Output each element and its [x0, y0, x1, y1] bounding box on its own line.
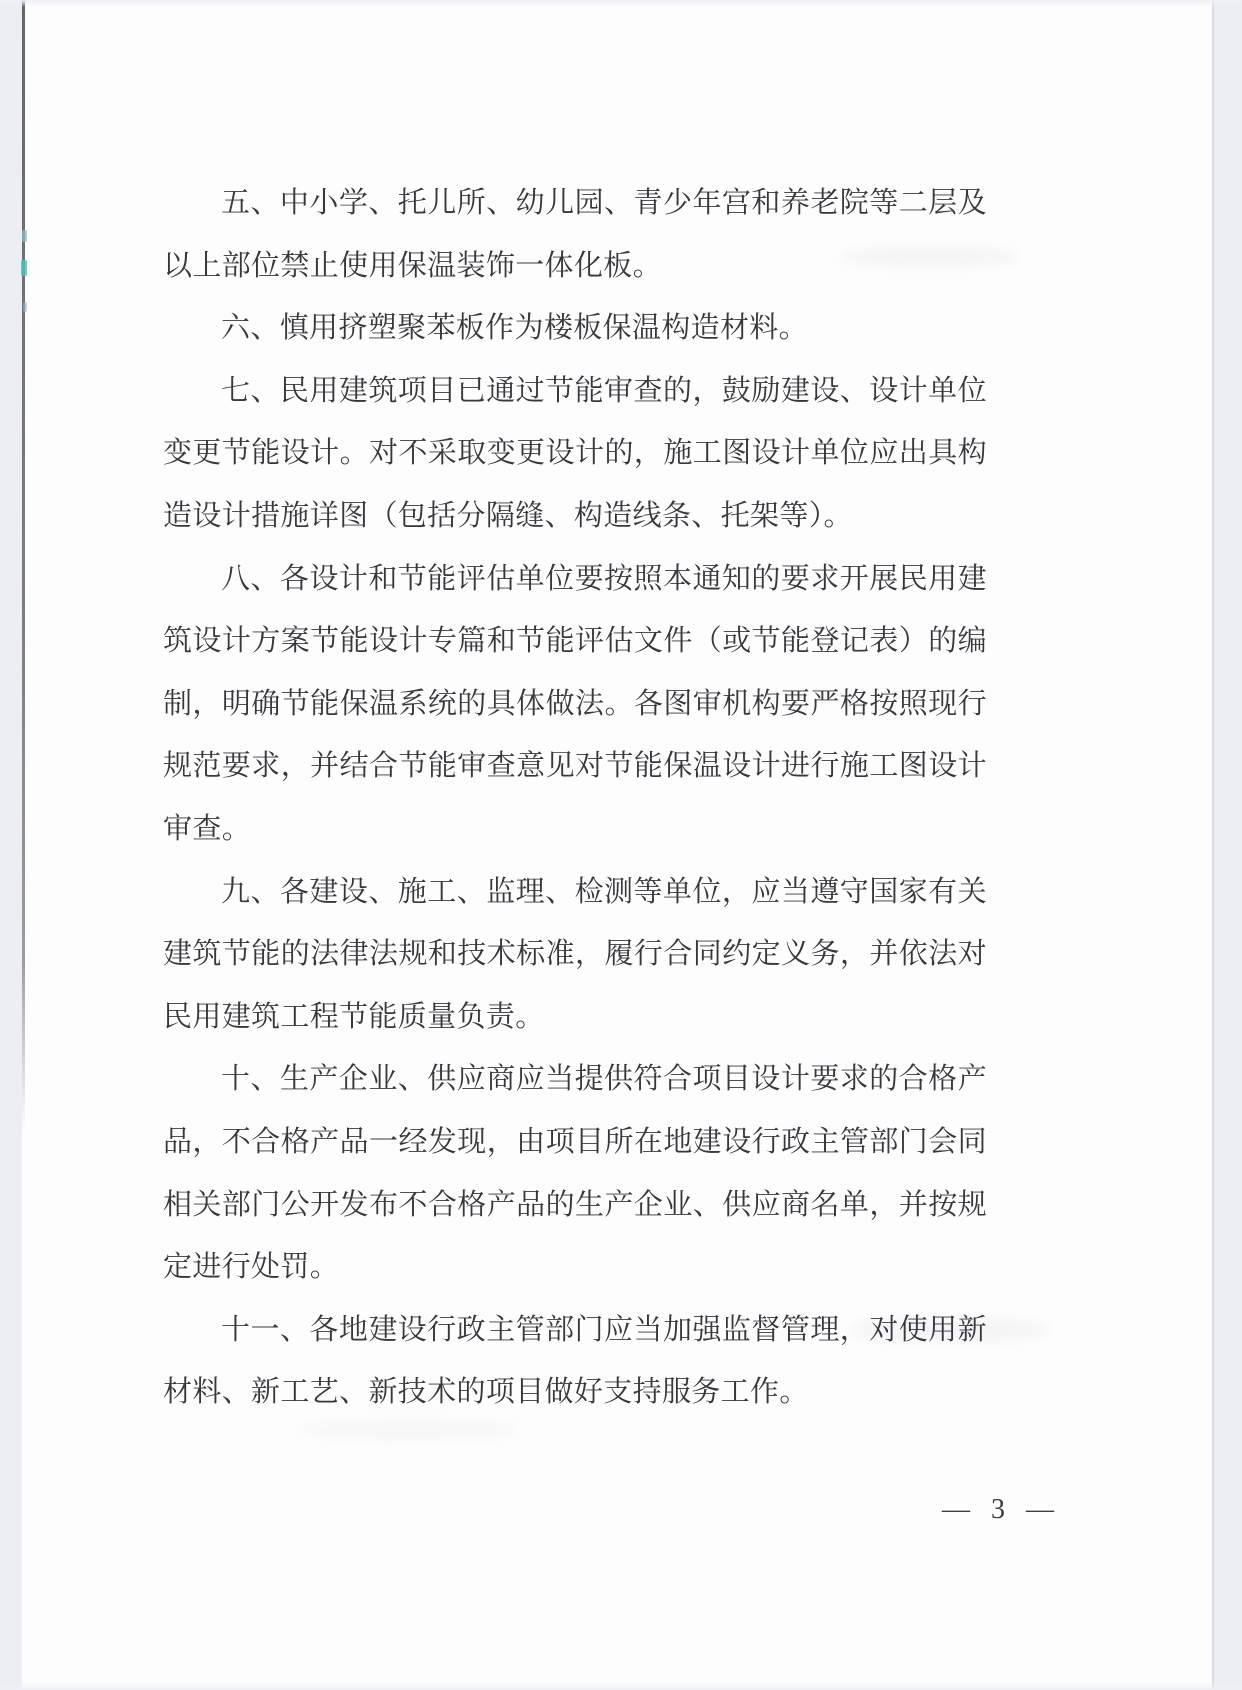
scan-edge-left — [0, 0, 22, 1690]
paragraph-clause-10: 十、生产企业、供应商应当提供符合项目设计要求的合格产品，不合格产品一经发现，由项目所在地建设行政主管部门会同相关部门公开发布不合格产品的生产企业、供应商名单，并按规定进行处罚。 — [163, 1063, 987, 1284]
paragraph-clause-5: 五、中小学、托儿所、幼儿园、青少年宫和养老院等二层及以上部位禁止使用保温装饰一体化板。 — [163, 187, 987, 282]
scan-speck — [23, 302, 27, 312]
paragraph-clause-8: 八、各设计和节能评估单位要按照本通知的要求开展民用建筑设计方案节能设计专篇和节能评估文件（或节能登记表）的编制，明确节能保温系统的具体做法。各图审机构要严格按照现行规范要求，并结合节能审查意见对节能保温设计进行施工图设计审查。 — [163, 562, 987, 845]
paragraph-clause-11: 十一、各地建设行政主管部门应当加强监督管理，对使用新材料、新工艺、新技术的项目做好支持服务工作。 — [163, 1313, 987, 1409]
scan-speck — [21, 260, 27, 276]
page-number: — 3 — — [942, 1494, 1061, 1525]
scan-edge-bottom — [0, 1681, 1242, 1690]
paragraph-clause-9: 九、各建设、施工、监理、检测等单位，应当遵守国家有关建筑节能的法律法规和技术标准，履行合同约定义务，并依法对民用建筑工程节能质量负责。 — [163, 875, 987, 1033]
paragraph-clause-6: 六、慎用挤塑聚苯板作为楼板保温构造材料。 — [221, 312, 809, 345]
document-body — [163, 172, 987, 1424]
scan-edge-line — [22, 0, 25, 1130]
scan-edge-right — [1212, 0, 1242, 1690]
paragraph-clause-7: 七、民用建筑项目已通过节能审查的，鼓励建设、设计单位变更节能设计。对不采取变更设计的，施工图设计单位应出具构造设计措施详图（包括分隔缝、构造线条、托架等）。 — [163, 374, 987, 532]
scan-edge-top — [0, 0, 1242, 7]
scan-speck — [22, 230, 27, 242]
